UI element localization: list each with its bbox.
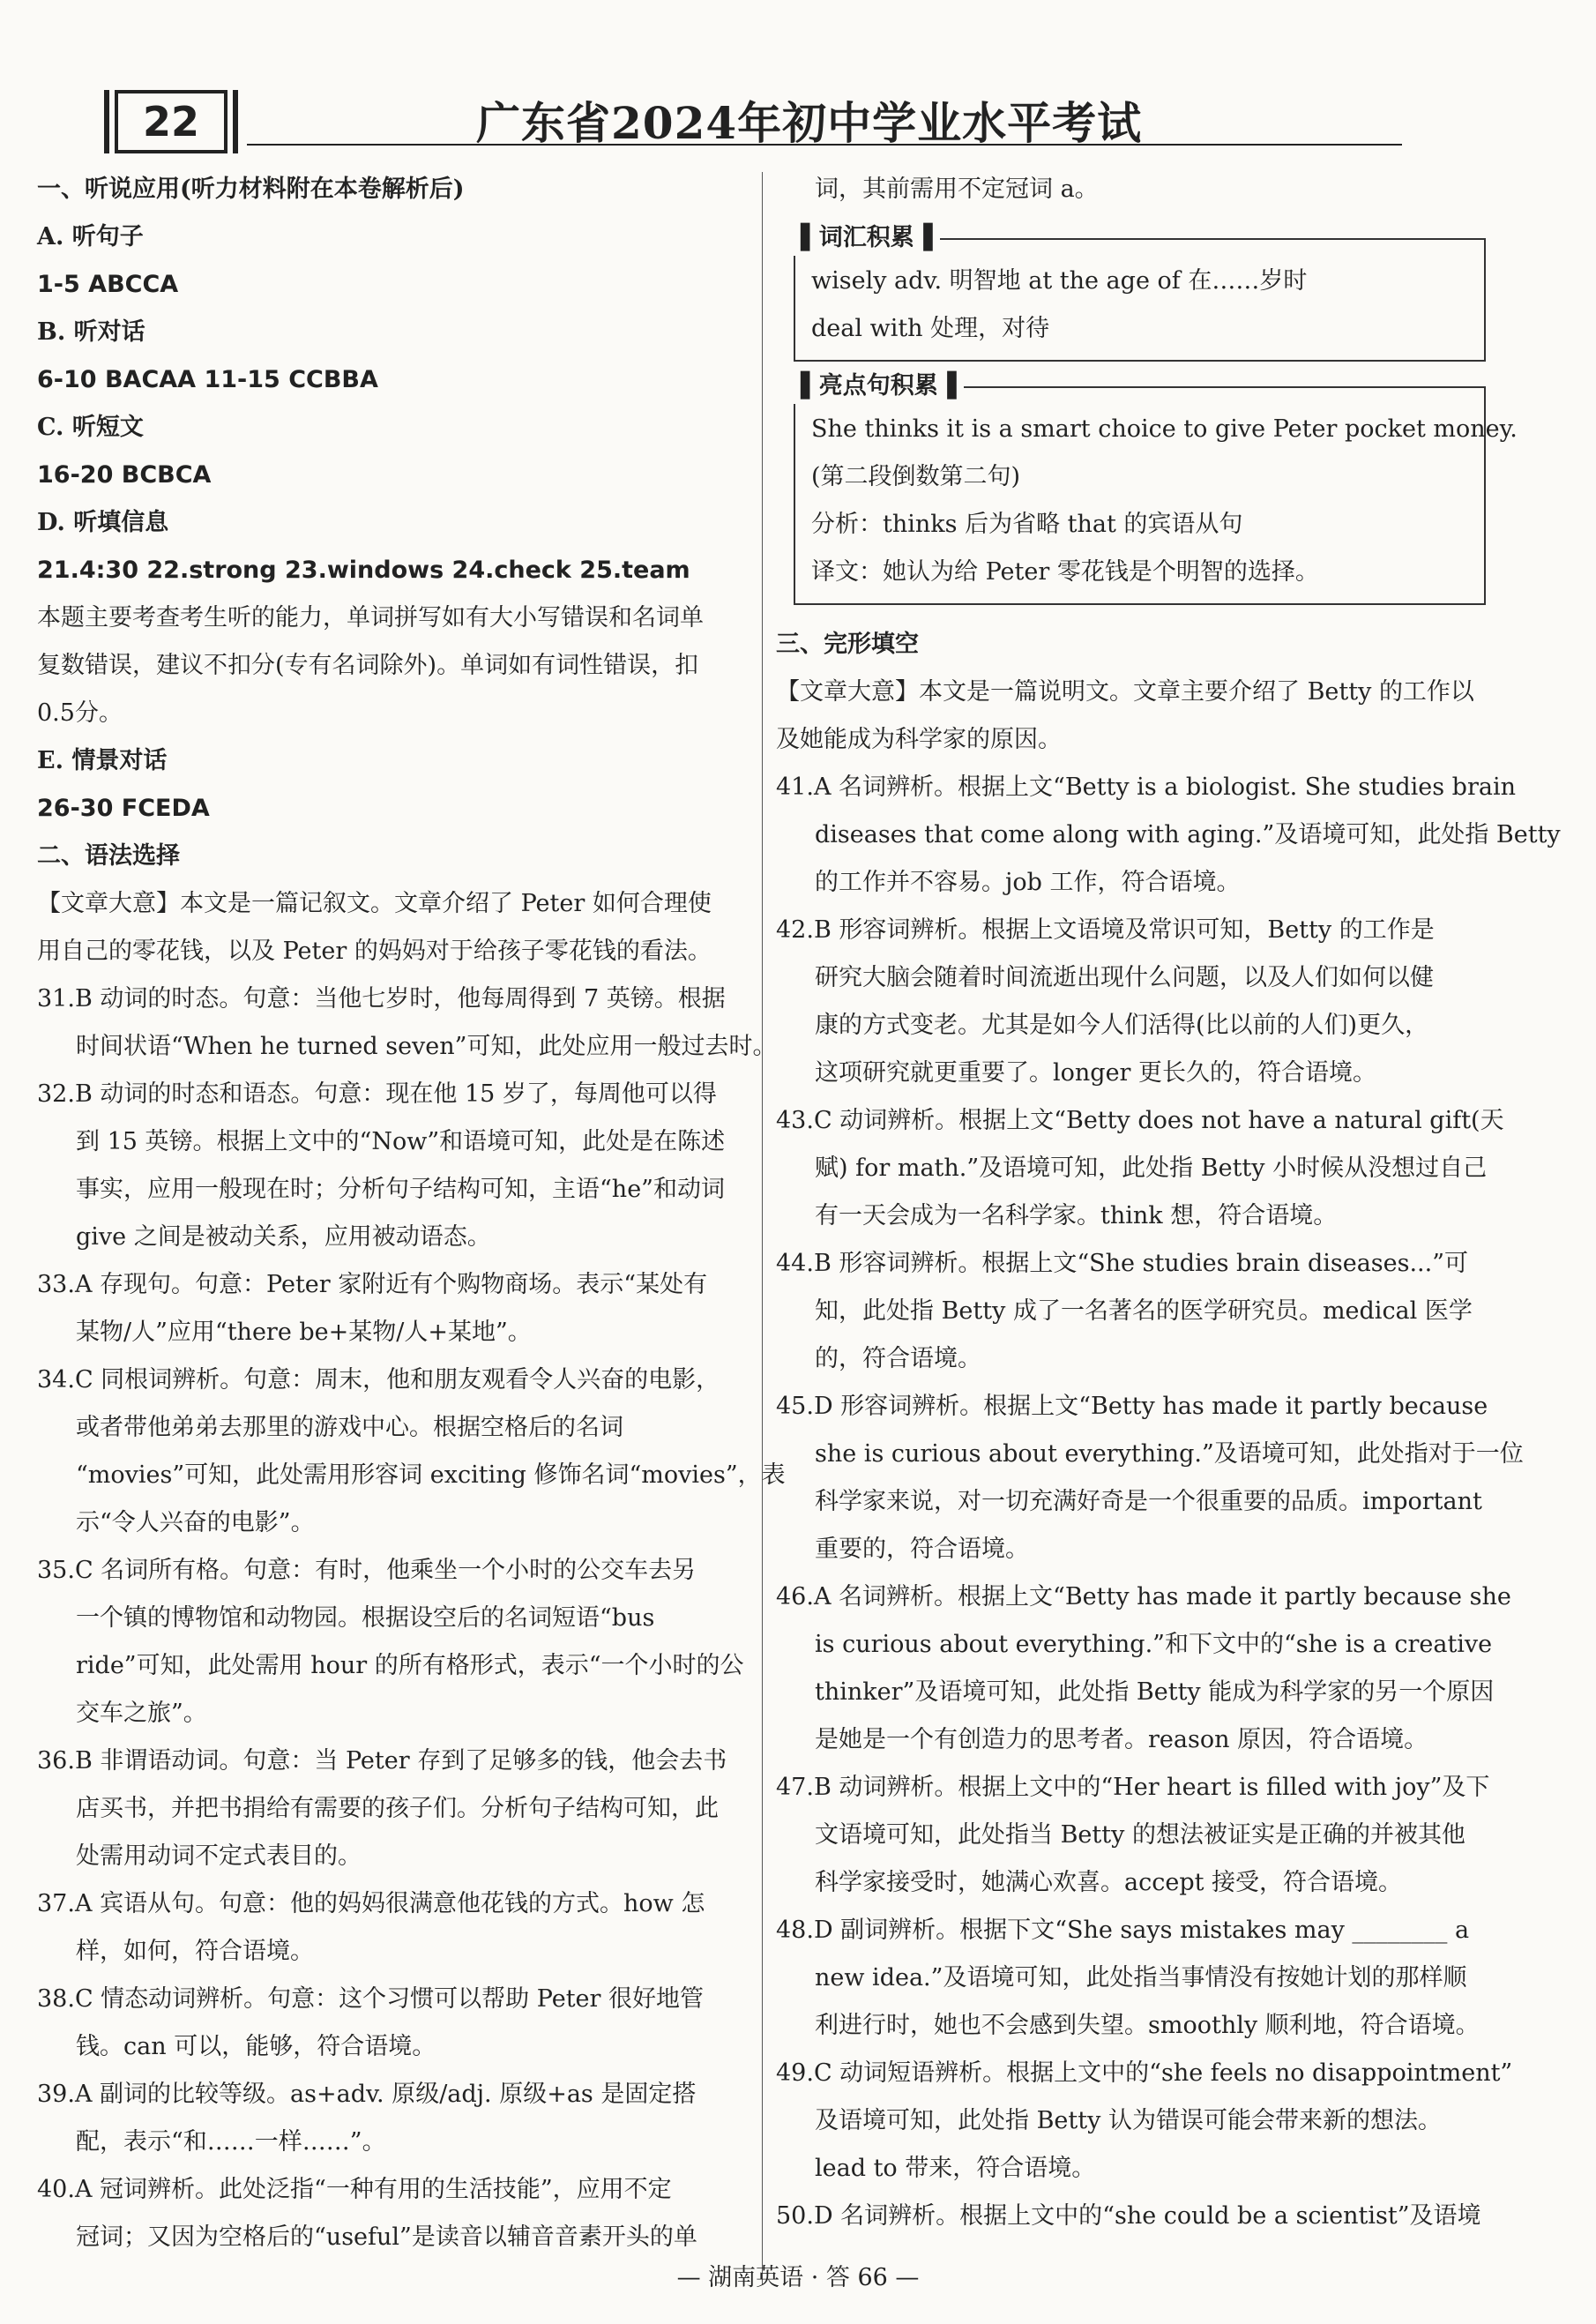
- text-line: 冠词；又因为空格后的“useful”是读音以辅音音素开头的单: [76, 2223, 697, 2251]
- page-header: [115, 81, 1402, 152]
- text-line: 重要的，符合语境。: [815, 1536, 1029, 1563]
- text-line: 样，如何，符合语境。: [76, 1938, 314, 1965]
- answer-item: 34.C 同根词辨析。句意：周末，他和朋友观看令人兴奋的电影，: [37, 1366, 720, 1394]
- page-footer: — 湖南英语 · 答 66 —: [676, 2264, 920, 2291]
- text-line: 赋) for math.”及语境可知，此处指 Betty 小时候从没想过自己: [815, 1155, 1488, 1182]
- right-column: [776, 166, 1561, 2240]
- vocab-box: [794, 224, 1486, 362]
- text-line: ride”可知，此处需用 hour 的所有格形式，表示“一个小时的公: [76, 1652, 744, 1679]
- answer-key: 1-5 ABCCA: [37, 271, 179, 298]
- text-line: 知，此处指 Betty 成了一名著名的医学研究员。medical 医学: [815, 1297, 1473, 1325]
- text-line: 【文章大意】本文是一篇说明文。文章主要介绍了 Betty 的工作以: [776, 678, 1474, 706]
- answer-item: 32.B 动词的时态和语态。句意：现在他 15 岁了，每周他可以得: [37, 1080, 717, 1108]
- answer-item: 49.C 动词短语辨析。根据上文中的“she feels no disappointment”: [776, 2059, 1513, 2087]
- answer-item: 38.C 情态动词辨析。句意：这个习惯可以帮助 Peter 很好地管: [37, 1985, 705, 2013]
- text-line: 的工作并不容易。job 工作，符合语境。: [815, 869, 1241, 896]
- exam-title: 广东省2024年初中学业水平考试: [476, 97, 1143, 149]
- text-line: is curious about everything.”和下文中的“she is a creative: [815, 1631, 1493, 1658]
- highlight-line: (第二段倒数第二句): [811, 463, 1021, 490]
- text-line: 交车之旅”。: [76, 1700, 207, 1727]
- text-line: 示“令人兴奋的电影”。: [76, 1509, 315, 1536]
- section-heading: 一、听说应用(听力材料附在本卷解析后): [37, 176, 465, 203]
- section-heading: D. 听填信息: [37, 509, 169, 536]
- section-heading: 二、语法选择: [37, 842, 180, 870]
- text-line: 及她能成为科学家的原因。: [776, 726, 1062, 753]
- answer-item: 42.B 形容词辨析。根据上文语境及常识可知，Betty 的工作是: [776, 916, 1435, 944]
- text-line: 或者带他弟弟去那里的游戏中心。根据空格后的名词: [76, 1414, 623, 1441]
- text-line: 配，表示“和……一样……”。: [76, 2128, 386, 2156]
- highlight-box-title: ▌ 亮点句积累 ▐: [794, 369, 964, 404]
- text-line: 店买书，并把书捐给有需要的孩子们。分析句子结构可知，此: [76, 1795, 719, 1822]
- answer-item: 35.C 名词所有格。句意：有时，他乘坐一个小时的公交车去另: [37, 1557, 697, 1584]
- text-line: 科学家接受时，她满心欢喜。accept 接受，符合语境。: [815, 1869, 1403, 1896]
- vocab-box-title: ▌ 词汇积累 ▐: [794, 220, 940, 256]
- highlight-line: 分析：thinks 后为省略 that 的宾语从句: [811, 511, 1243, 538]
- answer-item: 43.C 动词辨析。根据上文“Betty does not have a natural gift(天: [776, 1107, 1504, 1134]
- text-line: 0.5分。: [37, 699, 123, 727]
- vocab-line: wisely adv. 明智地 at the age of 在……岁时: [811, 267, 1308, 295]
- text-line: thinker”及语境可知，此处指 Betty 能成为科学家的另一个原因: [815, 1678, 1495, 1706]
- text-line: 本题主要考查考生听的能力，单词拼写如有大小写错误和名词单: [37, 604, 704, 631]
- left-column: [37, 166, 786, 2261]
- section-heading: A. 听句子: [37, 223, 144, 250]
- continued-line: 词，其前需用不定冠词 a。: [815, 176, 1099, 203]
- answer-item: 31.B 动词的时态。句意：当他七岁时，他每周得到 7 英镑。根据: [37, 985, 726, 1013]
- text-line: lead to 带来，符合语境。: [815, 2155, 1096, 2182]
- text-line: 一个镇的博物馆和动物园。根据设空后的名词短语“bus: [76, 1604, 655, 1632]
- section-heading: E. 情景对话: [37, 747, 168, 774]
- answer-item: 45.D 形容词辨析。根据上文“Betty has made it partly because: [776, 1393, 1488, 1420]
- section-heading: 三、完形填空: [776, 631, 919, 658]
- answer-item: 47.B 动词辨析。根据上文中的“Her heart is filled with joy”及下: [776, 1774, 1490, 1801]
- text-line: 【文章大意】本文是一篇记叙文。文章介绍了 Peter 如何合理使: [37, 890, 712, 917]
- text-line: 科学家来说，对一切充满好奇是一个很重要的品质。important: [815, 1488, 1482, 1515]
- text-line: 康的方式变老。尤其是如今人们活得(比以前的人们)更久，: [815, 1012, 1429, 1039]
- text-line: 利进行时，她也不会感到失望。smoothly 顺利地，符合语境。: [815, 2012, 1480, 2039]
- vocab-line: deal with 处理，对待: [811, 315, 1050, 342]
- answer-item: 44.B 形容词辨析。根据上文“She studies brain diseases...”可: [776, 1250, 1469, 1277]
- text-line: 事实，应用一般现在时；分析句子结构可知，主语“he”和动词: [76, 1176, 725, 1203]
- answer-key: 26-30 FCEDA: [37, 795, 210, 822]
- answer-item: 46.A 名词辨析。根据上文“Betty has made it partly because she: [776, 1583, 1511, 1610]
- answer-item: 39.A 副词的比较等级。as+adv. 原级/adj. 原级+as 是固定搭: [37, 2081, 697, 2108]
- text-line: 研究大脑会随着时间流逝出现什么问题，以及人们如何以健: [815, 964, 1434, 991]
- text-line: she is curious about everything.”及语境可知，此处指对于一位: [815, 1440, 1524, 1468]
- text-line: 及语境可知，此处指 Betty 认为错误可能会带来新的想法。: [815, 2107, 1442, 2134]
- highlight-box: [794, 372, 1518, 605]
- text-line: 文语境可知，此处指当 Betty 的想法被证实是正确的并被其他: [815, 1821, 1465, 1849]
- page-number: 22: [115, 90, 227, 153]
- text-line: new idea.”及语境可知，此处指当事情没有按她计划的那样顺: [815, 1964, 1467, 1991]
- text-line: 钱。can 可以，能够，符合语境。: [76, 2033, 436, 2060]
- header-rule: [247, 144, 1402, 146]
- section-heading: B. 听对话: [37, 318, 145, 346]
- text-line: 时间状语“When he turned seven”可知，此处应用一般过去时。: [76, 1033, 777, 1060]
- section-heading: C. 听短文: [37, 414, 144, 441]
- text-line: 是她是一个有创造力的思考者。reason 原因，符合语境。: [815, 1726, 1428, 1753]
- text-line: 到 15 英镑。根据上文中的“Now”和语境可知，此处是在陈述: [76, 1128, 726, 1155]
- text-line: 的，符合语境。: [815, 1345, 981, 1372]
- answer-item: 48.D 副词辨析。根据下文“She says mistakes may ________ a: [776, 1917, 1470, 1944]
- answer-key: 16-20 BCBCA: [37, 461, 212, 489]
- column-divider: [762, 172, 763, 2284]
- text-line: “movies”可知，此处需用形容词 exciting 修饰名词“movies”，表: [76, 1461, 786, 1489]
- answer-item: 40.A 冠词辨析。此处泛指“一种有用的生活技能”，应用不定: [37, 2176, 672, 2203]
- text-line: give 之间是被动关系，应用被动语态。: [76, 1223, 491, 1251]
- answer-key: 21.4:30 22.strong 23.windows 24.check 25.team: [37, 557, 690, 584]
- answer-item: 36.B 非谓语动词。句意：当 Peter 存到了足够多的钱，他会去书: [37, 1747, 727, 1775]
- answer-item: 50.D 名词辨析。根据上文中的“she could be a scientist”及语境: [776, 2202, 1481, 2230]
- text-line: diseases that come along with aging.”及语境可知，此处指 Betty: [815, 821, 1561, 848]
- text-line: 这项研究就更重要了。longer 更长久的，符合语境。: [815, 1059, 1377, 1087]
- highlight-line: 译文：她认为给 Peter 零花钱是个明智的选择。: [811, 558, 1319, 586]
- text-line: 某物/人”应用“there be+某物/人+某地”。: [76, 1319, 532, 1346]
- answer-item: 33.A 存现句。句意：Peter 家附近有个购物商场。表示“某处有: [37, 1271, 708, 1298]
- text-line: 处需用动词不定式表目的。: [76, 1842, 362, 1870]
- cloze-answers: [776, 621, 1561, 2240]
- answer-key: 6-10 BACAA 11-15 CCBBA: [37, 366, 378, 393]
- highlight-line: She thinks it is a smart choice to give Peter pocket money.: [811, 415, 1518, 443]
- answer-item: 41.A 名词辨析。根据上文“Betty is a biologist. She studies brain: [776, 773, 1516, 801]
- text-line: 用自己的零花钱，以及 Peter 的妈妈对于给孩子零花钱的看法。: [37, 938, 712, 965]
- answer-item: 37.A 宾语从句。句意：他的妈妈很满意他花钱的方式。how 怎: [37, 1890, 705, 1917]
- text-line: 复数错误，建议不扣分(专有名词除外)。单词如有词性错误，扣: [37, 652, 699, 679]
- text-line: 有一天会成为一名科学家。think 想，符合语境。: [815, 1202, 1338, 1229]
